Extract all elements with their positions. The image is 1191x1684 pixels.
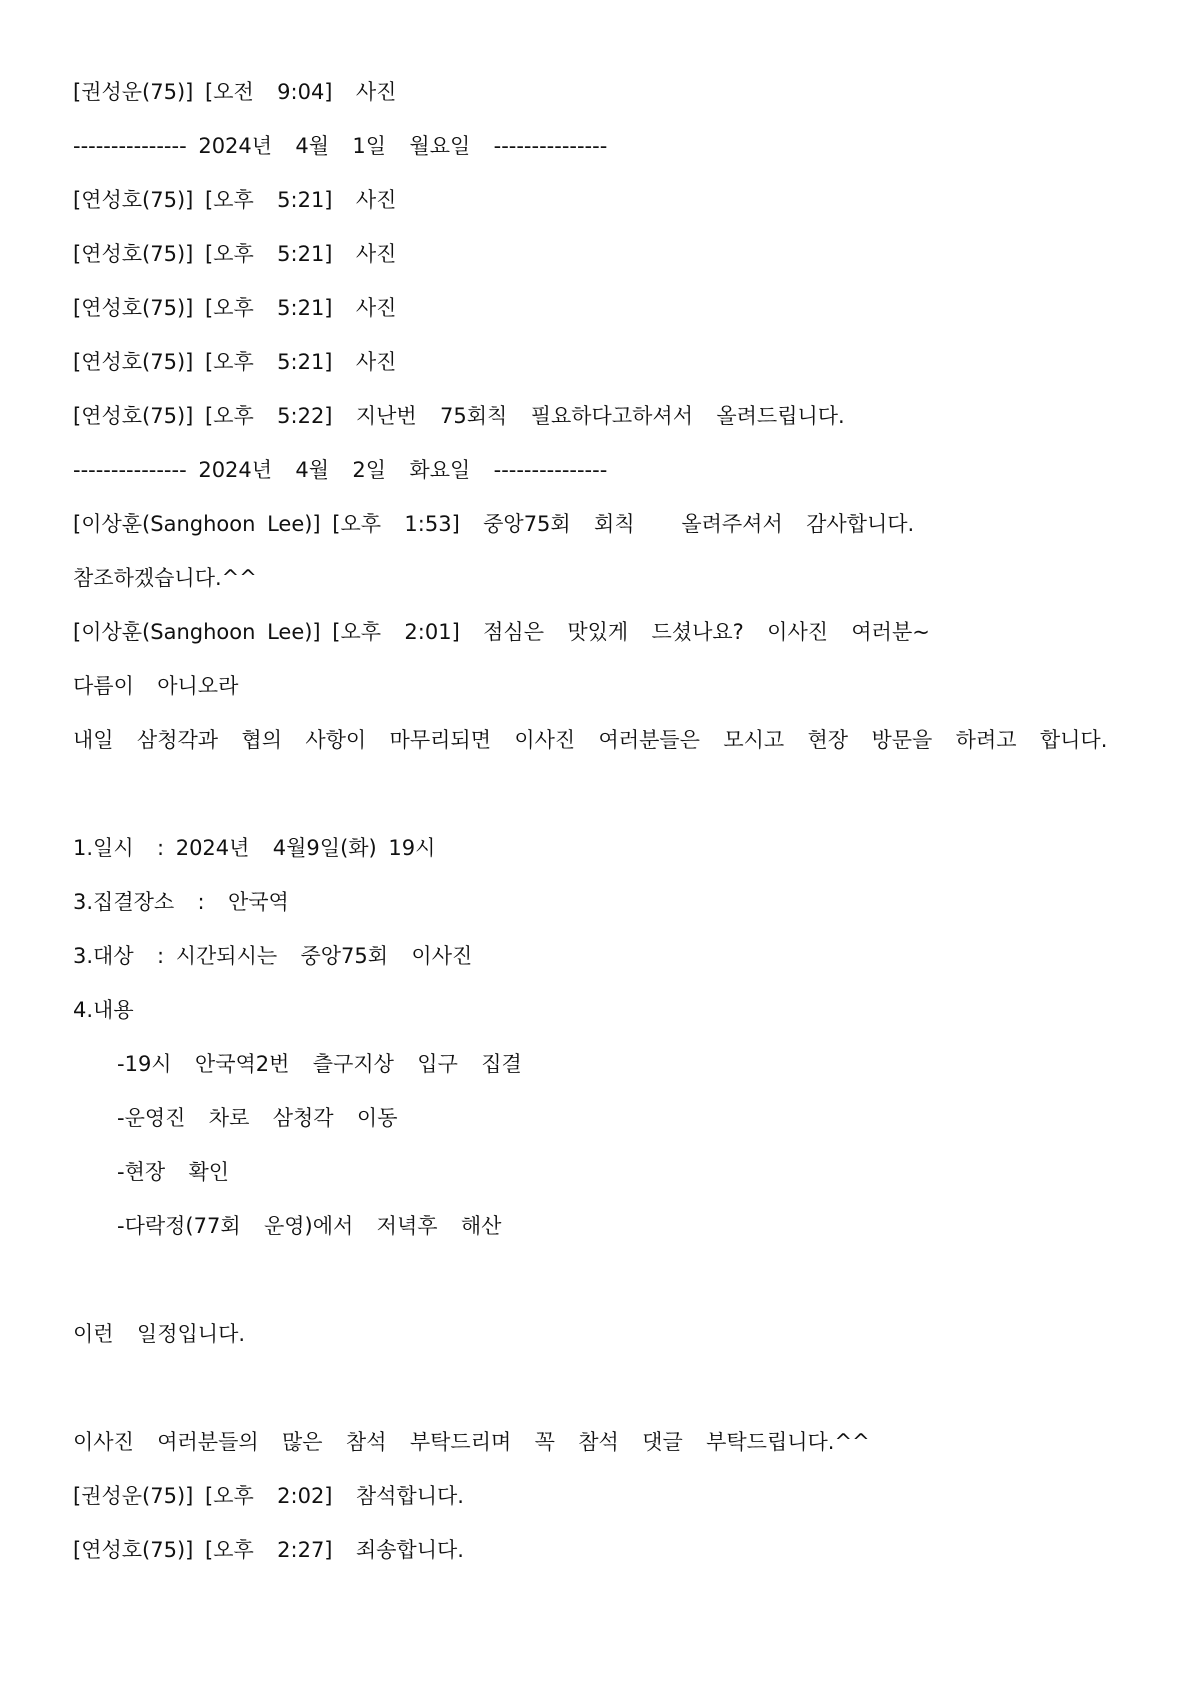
chat-message-line: [이상훈(Sanghoon Lee)] [오후 2:01] 점심은 맛있게 드셨나요? 이사진 여러분~ (73, 620, 930, 644)
schedule-subitem: -현장 확인 (117, 1160, 230, 1184)
chat-message-line: [연성호(75)] [오후 5:21] 사진 (73, 188, 397, 212)
schedule-subitem: -다락정(77회 운영)에서 저녁후 해산 (117, 1214, 502, 1238)
chat-message-continuation: 내일 삼청각과 협의 사항이 마무리되면 이사진 여러분들은 모시고 현장 방문을 하려고 합니다. (73, 728, 1108, 752)
date-separator: --------------- 2024년 4월 1일 월요일 --------------- (73, 134, 608, 158)
chat-message-line: [권성운(75)] [오전 9:04] 사진 (73, 80, 397, 104)
chat-message-continuation: 참조하겠습니다.^^ (73, 566, 257, 590)
schedule-item: 3.대상 : 시간되시는 중앙75회 이사진 (73, 944, 473, 968)
schedule-item: 3.집결장소 : 안국역 (73, 890, 289, 914)
schedule-item: 1.일시 : 2024년 4월9일(화) 19시 (73, 836, 436, 860)
chat-message-continuation: 다름이 아니오라 (73, 674, 239, 698)
chat-message-line: [이상훈(Sanghoon Lee)] [오후 1:53] 중앙75회 회칙 올려주셔서 감사합니다. (73, 512, 915, 536)
chat-message-continuation: 이런 일정입니다. (73, 1322, 246, 1346)
schedule-subitem: -19시 안국역2번 츨구지상 입구 집결 (117, 1052, 522, 1076)
chat-message-line: [권성운(75)] [오후 2:02] 참석합니다. (73, 1484, 464, 1508)
chat-message-continuation: 이사진 여러분들의 많은 참석 부탁드리며 꼭 참석 댓글 부탁드립니다.^^ (73, 1430, 870, 1454)
schedule-subitem: -운영진 차로 삼청각 이동 (117, 1106, 398, 1130)
chat-message-line: [연성호(75)] [오후 5:21] 사진 (73, 350, 397, 374)
date-separator: --------------- 2024년 4월 2일 화요일 --------------- (73, 458, 608, 482)
schedule-item: 4.내용 (73, 998, 134, 1022)
chat-message-line: [연성호(75)] [오후 5:21] 사진 (73, 296, 397, 320)
chat-message-line: [연성호(75)] [오후 5:22] 지난번 75회칙 필요하다고하셔서 올려드립니다. (73, 404, 845, 428)
chat-message-line: [연성호(75)] [오후 2:27] 죄송합니다. (73, 1538, 464, 1562)
chat-message-line: [연성호(75)] [오후 5:21] 사진 (73, 242, 397, 266)
